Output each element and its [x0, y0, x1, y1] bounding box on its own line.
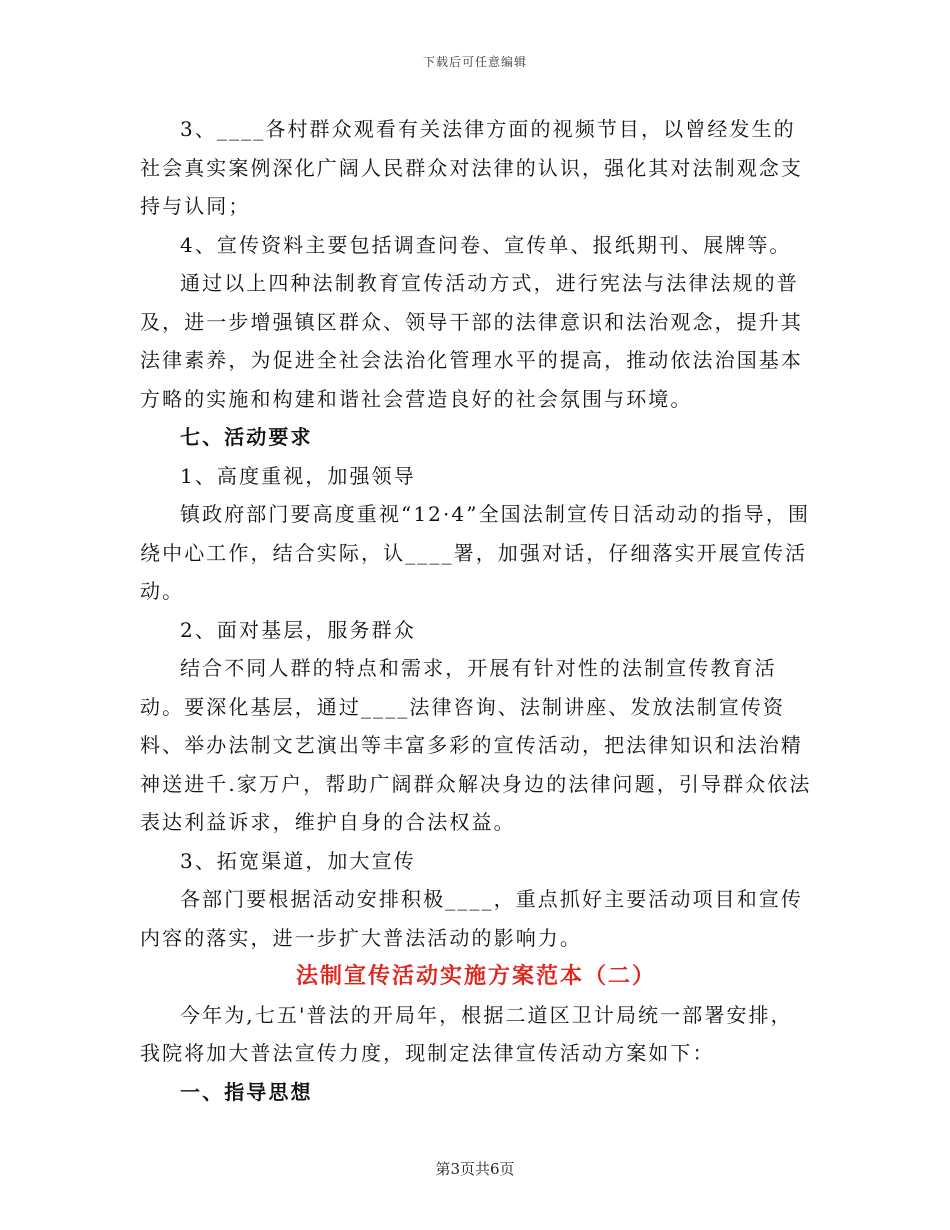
paragraph-item-4: 4、宣传资料主要包括调查问卷、宣传单、报纸期刊、展牌等。 — [180, 232, 792, 257]
document-title-part-two: 法制宣传活动实施方案范本（二） — [295, 963, 656, 989]
subheading-grassroots: 2、面对基层，服务群众 — [180, 617, 416, 642]
document-body — [140, 110, 812, 1111]
section-heading-guiding-ideology: 一、指导思想 — [180, 1079, 313, 1104]
paragraph-leadership: 镇政府部门要高度重视“12·4”全国法制宣传日活动动的指导，围绕中心工作，结合实际，认____署，加强对话，仔细落实开展宣传活动。 — [140, 502, 811, 603]
subheading-channels: 3、拓宽渠道，加大宣传 — [180, 848, 416, 873]
paragraph-summary: 通过以上四种法制教育宣传活动方式，进行宪法与法律法规的普及，进一步增强镇区群众、领导干部的法律意识和法治观念，提升其法律素养，为促进全社会法治化管理水平的提高，推动依法治国基本方略的实施和构建和谐社会营造良好的社会氛围与环境。 — [140, 271, 803, 411]
page-header: 下载后可任意编辑 — [422, 55, 527, 69]
paragraph-item-3: 3、____各村群众观看有关法律方面的视频节目，以曾经发生的社会真实案例深化广阔人民群众对法律的认识，强化其对法制观念支持与认同； — [140, 117, 803, 218]
subheading-leadership: 1、高度重视，加强领导 — [180, 463, 416, 488]
page-footer: 第3页共6页 — [435, 1160, 515, 1178]
paragraph-channels: 各部门要根据活动安排积极____，重点抓好主要活动项目和宣传内容的落实，进一步扩大普法活动的影响力。 — [140, 887, 803, 950]
paragraph-intro-part-two: 今年为,七五'普法的开局年，根据二道区卫计局统一部署安排，我院将加大普法宣传力度，现制定法律宣传活动方案如下： — [140, 1002, 793, 1065]
paragraph-grassroots: 结合不同人群的特点和需求，开展有针对性的法制宣传教育活动。要深化基层，通过____法律咨询、法制讲座、发放法制宣传资料、举办法制文艺演出等丰富多彩的宣传活动，把法律知识和法治精神送进千.家万户，帮助广阔群众解决身边的法律问题，引导群众依法表达利益诉求，维护自身的合法权益。 — [140, 656, 812, 834]
section-heading-requirements: 七、活动要求 — [180, 425, 313, 449]
